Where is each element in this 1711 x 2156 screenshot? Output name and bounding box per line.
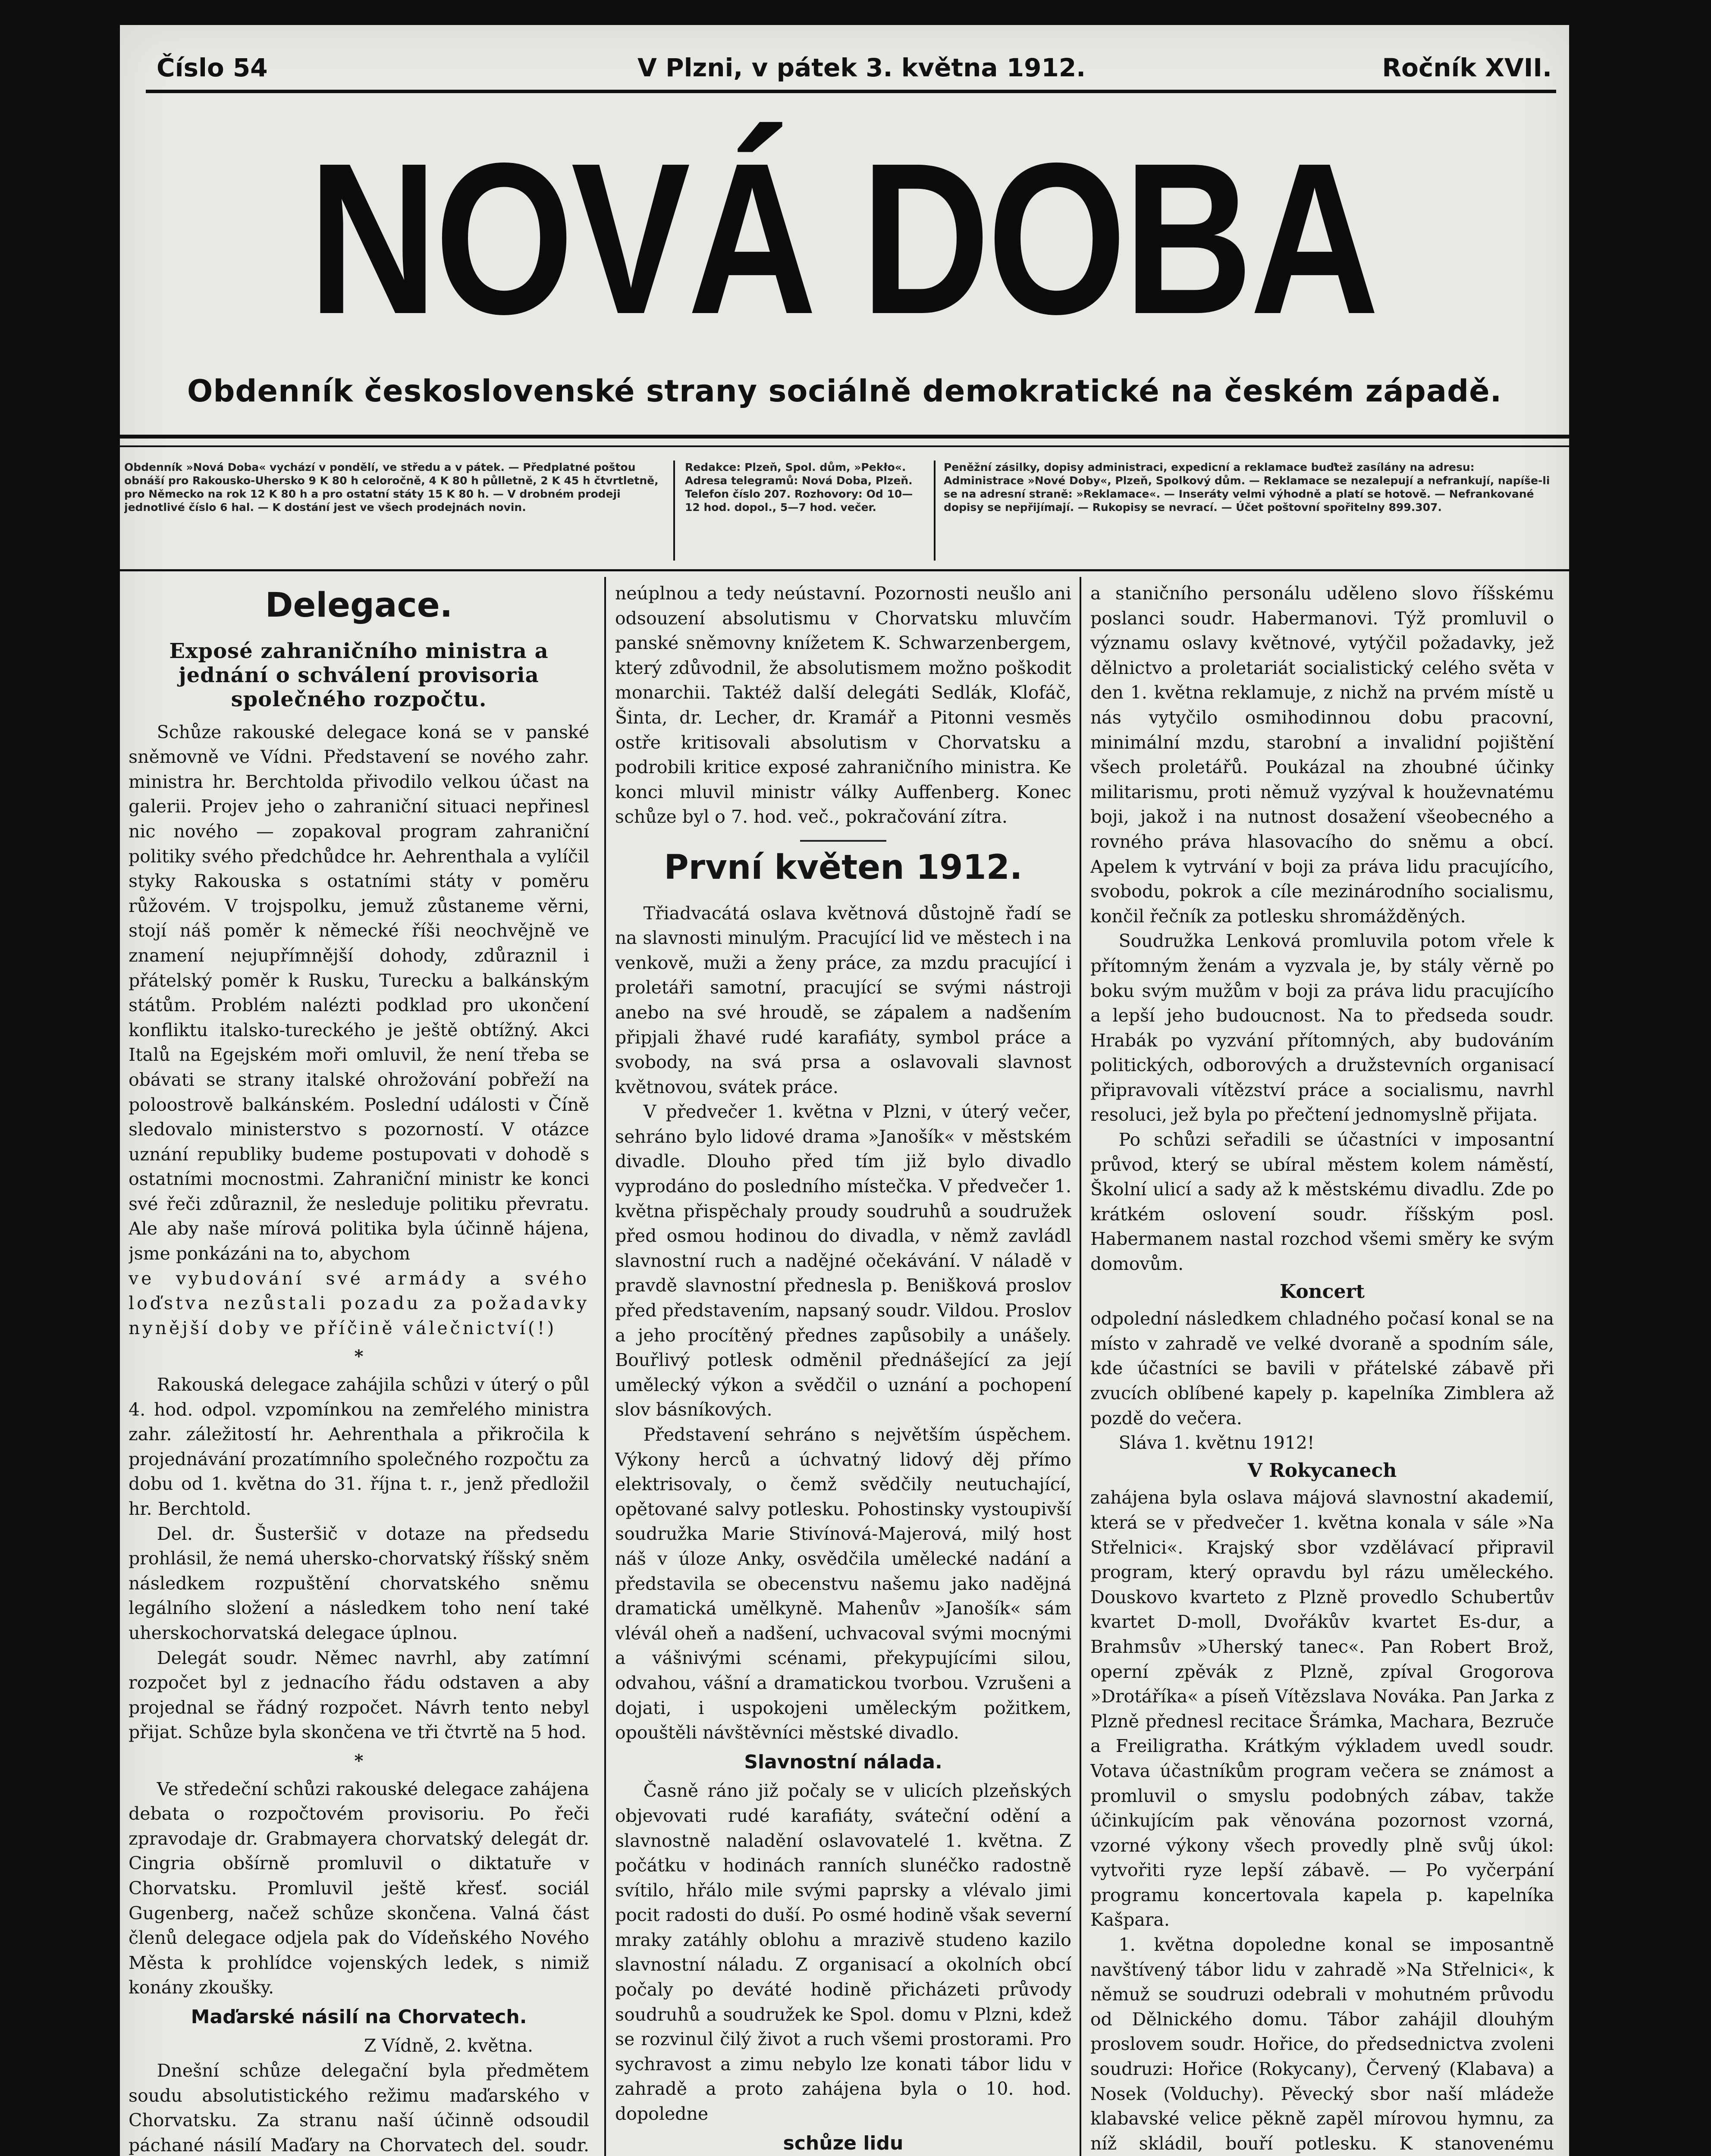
- delegace-lead: Exposé zahraničního ministra a jednání o schválení provisoria společného rozpočtu.: [169, 639, 549, 711]
- volume-number: Ročník XVII.: [1382, 53, 1552, 82]
- col3-paragraph-1: a staničního personálu uděleno slovo říšskému poslanci soudr. Habermanovi. Týž promluvil o významu oslavy květnové, vytýčil požadavky, jež dělnictvo a proletariát socialistický celého světa v den 1. května reklamuje, z nichž na prvém místě u nás vytyčilo osmihodinnou dobu pracovní, minimální mzdu, starobní a invalidní pojištění všech proletářů. Poukázal na zhoubné účinky militarismu, proti němuž vyzýval k houževnatému boji, jakož i na nutnost dosažení všeobecného a rovného práva hlasovacího do sněmu a obcí. Apelem k vytrvání v boji za práva lidu pracujícího, svobodu, pokrok a cíle mezinárodního socialismu, končil řečník za potlesku shromážděných.: [1090, 583, 1554, 927]
- delegace-spaced-text: ve vybudování své armády a svého loďstva nezůstali pozadu za požadavky nynější doby ve příčině válečnictví(!): [129, 1268, 589, 1338]
- delegace-paragraph-1: Schůze rakouské delegace koná se v panské sněmovně ve Vídni. Představení se nového zahr. ministra hr. Berchtolda přivodilo velkou účast na galerii. Projev jeho o zahraniční situaci nepřinesl nic nového — zopakoval program zahraniční politiky svého předchůdce hr. Aehrenthala a vylíčil styky Rakouska s ostatními státy v poměru růžovém. V trojspolku, jemuž zůstaneme věrni, stojí náš poměr k německé říši neochvějně ve znamení nejupřímnější dohody, zdůraznil i přátelský poměr k Rusku, Turecku a balkánským státům. Problém nalézti podklad pro ukončení konfliktu italsko-tureckého je ještě obtížný. Akci Italů na Egejském moři omluvil, že není třeba se obávati se strany italské ohrožování pobřeží na poloostrově balkánském. Poslední události v Číně sledovalo ministerstvo s pozorností. V otázce uznání republiky budeme postupovati v dohodě s ostatními mocnostmi. Zahraniční ministr ke konci své řeči zdůraznil, že nesleduje politiku převratu. Ale aby naše mírová politika byla účinně hájena, jsme ponkázáni na to, abychom: [129, 721, 589, 1264]
- schuze-lidu-heading: schůze lidu: [783, 2132, 904, 2154]
- info-subscription: Obdenník »Nová Doba« vychází v pondělí, ve středu a v pátek. — Předplatné poštou obnáší pro Rakousko-Uhersko 9 K 80 h celoročně, 4 K 80 h půlletně, 2 K 45 h čtvrtletně, pro Německo na rok 12 K 80 h a pro ostatní státy 15 K 80 h. — V drobném prodeji jednotlivé číslo 6 hal. — K dostání jest ve všech prodejnách novin.: [124, 461, 659, 514]
- section-rule: [800, 840, 886, 842]
- column-rule-1: [604, 577, 606, 2156]
- koncert-paragraph: odpolední následkem chladného počasí konal se na místo v zahradě ve velké dvoraně a spodním sále, kde účastníci se bavili v přátelské zábavě při zvucích oblíbené kapely p. kapelníka Zimblera až pozdě do večera.: [1090, 1308, 1554, 1429]
- info-divider-1: [673, 461, 675, 561]
- slavnostni-nalada-paragraph: Časně ráno již počaly se v ulicích plzeňských objevovati rudé karafiáty, sváteční odění a slavnostně naladění oslavovatelé 1. května. Z počátku v hodinách ranních slunéčko radostně svítilo, hřálo mile svými paprsky a vlévalo jimi pocit radosti do duší. Po osmé hodině však severní mraky zatáhly oblohu a mrazivě studeno kazilo slavnostní náladu. Z organisací a okolních obcí počaly po deváté hodině přicházeti průvody soudruhů a soudružek ke Spol. domu v Plzni, kdež se rozvinul čilý život a ruch všemi prostorami. Pro sychravost a zimu nebylo lze konati tábor lidu v zahradě a proto zahájena byla o 10. hod. dopoledne: [615, 1780, 1071, 2125]
- col3-paragraph-2: Soudružka Lenková promluvila potom vřele k přítomným ženám a vyzvala je, by stály věrně po boku svým mužům v boji za práva lidu pracujícího a lepší jeho budoucnost. Na to předseda soudr. Hrabák po vyzvání přítomných, aby budováním politických, odborových a družstevních organisací připravovali vítězství práce a socialismu, navrhl resoluci, jež byla po přečtení jednomyslně přijata.: [1090, 931, 1554, 1125]
- slava-line: Sláva 1. květnu 1912!: [1118, 1432, 1315, 1454]
- info-editorial: Redakce: Plzeň, Spol. dům, »Pekło«. Adresa telegramů: Nová Doba, Plzeň. Telefon číslo 207. Rozhovory: Od 10—12 hod. dopol., 5—7 hod. večer.: [685, 461, 913, 514]
- separator-star-1: *: [354, 1346, 364, 1367]
- newspaper-page: [120, 25, 1569, 2156]
- v-rokycanech-heading: V Rokycanech: [1247, 1459, 1397, 1482]
- delegace-continuation: neúplnou a tedy neústavní. Pozornosti neušlo ani odsouzení absolutismu v Chorvatsku mluvčím panské sněmovny knížetem K. Schwarzenbergem, který zdůvodnil, že absolutismem možno poškodit monarchii. Taktéž další delegáti Sedlák, Klofáč, Šinta, dr. Lecher, dr. Kramář a Pitonni vesměs ostře kritisovali absolutism v Chorvatsku a podrobili kritice exposé zahraničního ministra. Ke konci mluvil ministr války Auffenberg. Konec schůze byl o 7. hod. več., pokračování zítra.: [615, 583, 1071, 827]
- delegace-paragraph-5: Ve středeční schůzi rakouské delegace zahájena debata o rozpočtovém provisoriu. Po řeči zpravodaje dr. Grabmayera chorvatský delegát dr. Cingria obšírně promluvil o diktatuře v Chorvatsku. Promluvil ještě křesť. sociál Gugenberg, načež schůze skončena. Valná část členů delegace odjela pak do Vídeňského Nového Města k prohlídce vojenských ledek, s nimiž konány zkoušky.: [129, 1778, 589, 1998]
- delegace-paragraph-4: Delegát soudr. Němec navrhl, aby zatímní rozpočet byl z jednacího řádu odstaven a aby projednal se řádný rozpočet. Návrh tento nebyl přijat. Schůze byla skončena ve tři čtvrtě na 5 hod.: [129, 1647, 589, 1743]
- info-divider-2: [934, 461, 936, 561]
- prvni-kveten-heading: První květen 1912.: [664, 848, 1023, 887]
- column-3: [1090, 581, 1554, 2156]
- rokycany-paragraph-2: 1. května dopoledne konal se imposantně navštívený tábor lidu v zahradě »Na Střelnici«, k němuž se soudruzi odebrali v mohutném průvodu od Dělnického domu. Tábor zahájil dlouhým proslovem soudr. Hořice, do předsednictva zvoleni soudruzi: Hořice (Rokycany), Červený (Klabava) a Nosek (Volduchy). Pěvecký sbor naší mládeže klabavské velice pěkně zapěl mírovou hymnu, za níž skládil, bouří potlesku. K stanovenému: [1090, 1934, 1554, 2154]
- koncert-heading: Koncert: [1280, 1280, 1365, 1303]
- delegace-heading: Delegace.: [265, 586, 453, 625]
- madarske-nasili-heading: Maďarské násilí na Chorvatech.: [191, 2006, 527, 2028]
- delegace-paragraph-2: Rakouská delegace zahájila schůzi v úterý o půl 4. hod. odpol. vzpomínkou na zemřelého ministra zahr. záležitostí hr. Aehrenthala a přikročila k projednávání prozatímního společného rozpočtu za dobu od 1. května do 31. října t. r., jenž předložil hr. Berchtold.: [129, 1374, 589, 1519]
- info-bottom-rule: [120, 569, 1569, 571]
- dateline-vienna: Z Vídně, 2. května.: [364, 2035, 533, 2056]
- prvni-kveten-paragraph-3: Představení sehráno s největším úspěchem. Výkony herců a úchvatný lidový děj přímo elektrisovaly, o čemž svědčily neutuchající, opětované salvy potlesku. Pohostinsky vystoupivší soudružka Marie Stivínová-Majerová, milý host náš v úloze Anky, osvědčila umělecké nadání a představila se obecenstvu našemu jako nadějná dramatická umělkyně. Mahenův »Janošík« sám vlévál oheň a nadšení, uchvacoval svými mocnými a vášnivými scénami, překypujícími silou, odvahou, vášní a dramatickou tvorbou. Vzrušeni a dojati, i uspokojeni uměleckým požitkem, opouštěli návštěvníci městské divadlo.: [615, 1424, 1071, 1743]
- info-top-rule: [120, 435, 1569, 439]
- rokycany-paragraph-1: zahájena byla oslava májová slavnostní akademií, která se v předvečer 1. května konala v sále »Na Střelnici«. Krajský sbor vzdělávací připravil program, který opravdu byl rázu uměleckého. Douskovo kvarteto z Plzně provedlo Schubertův kvartet D-moll, Dvořákův kvartet Es-dur, a Brahmsův »Uherský tanec«. Pan Robert Brož, operní zpěvák z Plzně, zpíval Grogorova »Drotáříka« a píseň Vítězslava Nováka. Pan Jarka z Plzně přednesl recitace Šrámka, Machara, Bezruče a Freiligratha. Krátkým výkladem uvedl soudr. Votava účastníkům program večera se známost a promluvil o smyslu podobných zábav, takže účinkujícím pak věnována pozornost vzorná, vzorné výkony všech provedly plně svůj úkol: vytvořiti ryze lepší zábavě. — Po vyčerpání programu koncertovala kapela p. kapelníka Kašpara.: [1090, 1487, 1554, 1930]
- place-date: V Plzni, v pátek 3. května 1912.: [637, 53, 1086, 82]
- prvni-kveten-paragraph-2: V předvečer 1. května v Plzni, v úterý večer, sehráno bylo lidové drama »Janošík« v městském divadle. Dlouho před tím již bylo divadlo vyprodáno do posledního místečka. V předvečer 1. května přispěchaly proudy soudruhů a soudružek před osmou hodinou do divadla, v němž zavládl slavnostní ruch a nadějné očekávání. V náladě v pravdě slavnostní přednesla p. Benišková proslov před představením, napsaný soudr. Vildou. Proslov a jeho procítěný přednes zapůsobily a unášely. Bouřlivý potlesk odměnil přednášející za její umělecký výkon a svědčil o uznání a pochopení slov básníkových.: [615, 1101, 1071, 1420]
- issue-number: Číslo 54: [157, 53, 268, 82]
- column-rule-2: [1080, 577, 1081, 2156]
- slavnostni-nalada-heading: Slavnostní nálada.: [744, 1751, 942, 1773]
- masthead-top-line: [157, 53, 1552, 92]
- info-administration: Peněžní zásilky, dopisy administraci, expedicní a reklamace buďtež zasílány na adresu: Administrace »Nové Doby«, Plzeň, Spolkový dům. — Reklamace se nezalepují a nefrankují, napíše-li se na adresní straně: »Reklamace«. — Inseráty velmi výhodně a platí se hotově. — Nefrankované dopisy se nepřijímají. — Rukopisy se nevrací. — Účet poštovní spořitelny 899.307.: [944, 461, 1550, 514]
- column-1: [129, 581, 589, 2156]
- column-2: [615, 581, 1071, 2156]
- info-second-rule: [120, 445, 1569, 447]
- newspaper-title: NOVÁ DOBA: [308, 118, 1377, 359]
- separator-star-2: *: [354, 1750, 364, 1771]
- prvni-kveten-paragraph-1: Třiadvacátá oslava květnová důstojně řadí se na slavnosti minulým. Pracující lid ve městech i na venkově, muži a ženy práce, za mzdu pracující i proletáři samotní, pracující se svými nástroji anebo na své hroudě, se zápalem a nadšením připjali žhavé rudé karafiáty, symbol práce a svobody, na svá prsa a oslavovali slavnost květnovou, svátek práce.: [615, 903, 1071, 1097]
- col3-paragraph-3: Po schůzi seřadili se účastníci v imposantní průvod, který se ubíral městem kolem náměstí, Školní ulicí a sady až k městskému divadlu. Zde po krátkém oslovení soudr. říšským posl. Habermanem nastal rozchod všemi směry ke svým domovům.: [1090, 1129, 1554, 1275]
- delegace-paragraph-3: Del. dr. Šusteršič v dotaze na předsedu prohlásil, že nemá uhersko-chorvatský říšský sněm následkem rozpuštění chorvatského sněmu legálního složení a následkem toho není také uherskochorvatská delegace úplnou.: [129, 1523, 589, 1643]
- madarske-nasili-paragraph: Dnešní schůze delegační byla předmětem soudu absolutistického režimu maďarského v Chorvatsku. Za stranu naší účinně odsoudil páchané násilí Maďary na Chorvatech del. soudr.: [129, 2060, 589, 2156]
- newspaper-subtitle: Obdenník československé strany sociálně demokratické na českém západě.: [187, 373, 1502, 409]
